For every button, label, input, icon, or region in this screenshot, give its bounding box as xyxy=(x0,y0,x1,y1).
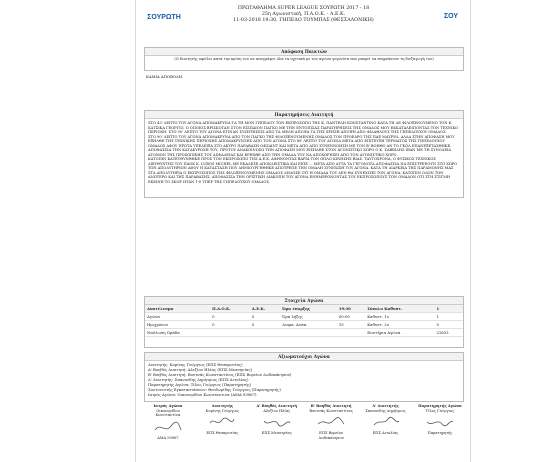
official-line: Συντονιστής Εγκαταστάσεων: Θεοδωρίδης Γεώργιος (Παρατηρητής) xyxy=(148,387,281,392)
date-venue-line: 11-03-2018 19:30, ΓΗΠΕΔΟ ΤΟΥΜΠΑΣ (ΘΕΣΣΑΛΟΝΙΚΗ) xyxy=(233,18,374,23)
table-cell: Σύνολο Καθυστ. xyxy=(365,305,434,313)
signature-scribble-icon xyxy=(153,420,183,434)
report-paragraph: ΣΤΟ 43' ΛΕΠΤΟ ΤΟΥ ΑΓΩΝΑ ΑΠΟΜΑΚΡΥΝΑ ΤΑ ΤΗ ΜΟΝ ΓΗΠΕΔΟΥ ΤΟΝ ΕΚΠΡΟΣΩΠΟ ΤΗΣ Κ. ΠΑΝΤΕΛΗ ΚΩΝΣΤΑΝΤΙΝΟ ΚΑΤΑ ΤΗ ΔΕ ΦΙΛΟΞΕΝΟΥΜΕΝΟ ΤΟΝ Κ. ΚΑΤΣΙΚΑ ΓΕΩΡΓΙΟ, Ο ΟΠΟΙΟΣ ΒΡΙΣΚΟΤΑΝ ΣΤΟΝ ΕΙΣΠΑΙΟΝ ΠΑΓΚΟ ΜΕ ΤΗΝ ΕΝΤΟΠΙΣΑΣ ΠΑΡΑΤΗΡΗΣΕΙΣ ΤΗΣ ΟΜΑΔΟΣ ΜΟΥ ΕΚΚΑΤΑΛΕΙΠΟΝΤΑΣ ΤΟΝ ΤΕΧΝΙΚΟ ΠΕΡΙΟΧΗ. ΣΤΟ 90' ΛΕΠΤΟ ΤΟΥ ΑΓΩΝΑ ΕΓΙΝΑΝ ΣΥΖΗΤΗΣΕΙΣ ΑΠΟ ΤΑ ΜΕΛΗ ΑΠΟΨΑ ΤΑ ΤΗΣ ΧΡΗΣΗ ΑΠΟΨΗ ΑΠΟ ΦΙΛΑΘΛΟΥΣ ΤΗΣ ΓΗΠΕΔΟΥΧΟΥ ΟΜΑΔΟΣ. xyxy=(148,121,459,134)
league-logo-right xyxy=(436,9,466,23)
table-cell: Ημιχρόνου xyxy=(145,321,210,329)
table-cell: 00:00 xyxy=(337,313,365,321)
table-cell: Αποτέλεσμα xyxy=(145,305,210,313)
table-row xyxy=(145,329,463,337)
signature-name: Σπανουδης Δημήτριος xyxy=(365,408,406,413)
signature-scribble-icon xyxy=(262,415,292,429)
table-cell: Καθυστ. 1o xyxy=(365,313,434,321)
table-cell: 0 xyxy=(210,321,250,329)
signature-role: Παρατηρητής Αγώνα xyxy=(418,404,462,408)
table-cell xyxy=(210,329,250,337)
signature-role: Δ' Διαιτητής xyxy=(372,404,399,408)
signature-sub: ΕΠΣ Βορείου Δωδεκάνησου xyxy=(318,431,344,440)
official-line: Παρατηρητής Αγώνα: Τίλος Γεώργιος (Παρατηρητής) xyxy=(148,382,252,387)
signature-block xyxy=(200,404,244,440)
signature-block xyxy=(146,404,190,440)
signature-block xyxy=(309,404,353,440)
remarks-instructions: (Ο διαιτητής οφείλει κατά την κρίση του να αναγράψει όλα τα σχετικά με τον αγώνα γεγονότα που μπορεί να επηρεάσουν τη διεξαγωγή του) xyxy=(174,57,434,61)
referee-report-box xyxy=(144,110,464,198)
table-cell: Ώρα έναρξης xyxy=(280,305,337,313)
table-cell: Ώρα λήξης xyxy=(280,313,337,321)
signature-name: Οικονομίδου Κωνσταντίνα xyxy=(155,408,181,417)
table-cell: Καθυστ. 2o xyxy=(365,321,434,329)
signatures-row xyxy=(146,404,462,440)
table-row xyxy=(145,313,463,321)
report-body xyxy=(145,119,463,186)
match-data-box xyxy=(144,296,464,348)
table-cell: Εισιτήρια Αγώνα xyxy=(365,329,434,337)
competition-title: ΠΡΩΤΑΘΛΗΜΑ SUPER LEAGUE ΣΟΥΡΩΤΗ 2017 - 18 xyxy=(237,6,370,11)
report-title: Παρατηρήσεις Διαιτητή xyxy=(145,111,463,119)
signature-name: Τίλος Γεώργιος xyxy=(425,408,455,413)
report-paragraph: ΚΑΤΟΠΙΝ ΚΑΤΕΥΘΥΝΘΗΚΕ ΠΡΟΣ ΤΟΝ ΕΚΠΡΟΣΩΠΟ ΤΗΣ Α.Ε.Κ. ΑΦΗΝΟΝΤΑΣ ΒΑΡΙΑ ΤΟΝ ΟΠΛΟ ΚΙΝΗΣΗΣ ΒΙΑΣ. ΤΑΥΤΟΧΡΟΝΑ, Ο ΦΥΣΙΚΟΣ ΤΕΧΝΙΚΟΣ ΔΙΕΥΘΥΝΤΗΣ ΤΟΥ ΠΑΟΚ Κ. LUBOS MICHEL ΜΕ ΕΚΑΛΕΣΕ ΑΠΟΚΛΕΙΣΤΙΚΑ ΚΑΙ ΕΙΠΕ ... ΜΕΤΑ ΑΠΟ ΑΥΤΑ ΤΑ ΓΕΓΟΝΟΤΑ ΑΠΟΦΑΣΙΣΑ ΝΑ ΕΠΙΣΤΡΕΨΟΥΝ ΣΤΟ ΧΩΡΟ ΤΩΝ ΑΠΟΔΥΤΗΡΙΩΝ ΑΦΟΥ Η ΚΑΤΑΣΤΑΣΗ ΠΟΥ ΔΗΜΙΟΥΡΓΗΘΗΚΕ ΑΠΟΤΡΕΠΕ ΤΗΝ ΟΜΑΛΗ ΣΥΝΕΧΙΣΗ ΤΟΥ ΑΓΩΝΑ. ΚΑΤΑ ΤΗ ΔΙΑΡΚΕΙΑ ΤΗΣ ΠΑΡΑΜΟΝΗΣ ΜΑΣ ΣΤΑ ΑΠΟΔΥΤΗΡΙΑ Ο ΕΚΠΡΟΣΩΠΟΣ ΤΗΣ ΦΙΛΟΞΕΝΟΥΜΕΝΗΣ ΟΜΑΔΟΣ ΔΗΛΩΣΕ ΟΤΙ Η ΟΜΑΔΑ ΤΟΥ ΔΕΝ ΘΑ ΣΥΝΕΧΙΣΕΙ ΤΟΝ ΑΓΩΝΑ. ΚΑΤΟΠΙΝ ΟΛΩΝ ΤΩΝ ΑΝΩΤΕΡΩ ΚΑΙ ΤΗΣ ΠΑΡΑΒΑΣΗΣ, ΑΠΟΦΑΣΙΣΑ ΤΗΝ ΟΡΙΣΤΙΚΗ ΔΙΑΚΟΠΗ ΤΟΥ ΑΓΩΝΑ ΕΝΗΜΕΡΩΝΟΝΤΑΣ ΤΟΥ ΕΚΠΡΟΣΩΠΟΥΣ ΤΩΝ ΟΜΑΔΩΝ ΟΤΙ ΣΤΗ ΣΤΙΓΜΗ ΕΚΕΙΝΗ ΤΟ ΣΚΟΡ ΗΤΑΝ 1-0 ΥΠΕΡ ΤΗΣ ΓΗΠΕΔΟΥΧΟΥ ΟΜΑΔΟΣ. xyxy=(148,157,458,184)
signature-sub: ΑΜΑ 93967 xyxy=(157,435,179,440)
official-line: Διαιτητής: Κομίνης Γεώργιος (ΕΠΣ Θεσπρωτίας) xyxy=(148,362,243,367)
table-cell: 1 xyxy=(434,305,463,313)
official-line: Ιατρός Αγώνα: Οικονομίδου Κωνσταντινα (ΑΜΑ 93967) xyxy=(148,392,257,397)
signature-block xyxy=(255,404,299,440)
table-cell: Ναύλωση Ομάδα xyxy=(145,329,210,337)
document-header xyxy=(196,6,411,24)
signature-scribble-icon xyxy=(207,415,237,429)
table-cell: 15 xyxy=(337,321,365,329)
table-cell: Αγώνα xyxy=(145,313,210,321)
signature-sub: Παρατηρητής xyxy=(427,431,453,435)
remarks-value: ΚΑΜΙΑ ΑΠΟΒΟΛΗ. xyxy=(146,74,184,79)
league-logo-left xyxy=(144,10,184,24)
match-data-title: Στοιχεία Αγώνα xyxy=(145,297,463,305)
matchday-line: 25η Αγωνιστική, Π.Α.Ο.Κ. - Α.Ε.Κ. xyxy=(261,12,346,17)
signature-sub: ΕΠΣ Αιτολίας xyxy=(372,431,399,435)
officials-title: Αξιωματούχοι Αγώνα xyxy=(145,353,463,361)
signature-role: Α' Βοηθός Διαιτητή xyxy=(256,404,298,408)
table-row xyxy=(145,321,463,329)
table-cell: 1 xyxy=(434,313,463,321)
signature-role: Β' Βοηθός Διαιτητή xyxy=(310,404,352,408)
report-paragraph: ΣΤΟ 90' ΛΕΠΤΟ ΤΟΥ ΑΓΩΝΑ ΑΠΟΜΑΚΡΥΝΑ ΑΠΟ ΤΟΝ ΠΑΓΚΟ ΤΗΣ ΦΙΛΟΞΕΝΟΥΜΕΝΗΣ ΟΜΑΔΟΣ ΤΟΝ ΠΡΟΕΔΡΟ ΤΗΣ ΠΑΕ ΜΑΥΡΕΛ. ΑΛΛΑ ΣΤΗΝ ΑΠΟΦΑΣΗ ΜΟΥ ΕΞΗΛΘΕ ΤΗΣ ΤΕΧΝΙΚΗΣ ΠΕΡΙΟΧΗΣ ΑΠΟΜΑΚΡΥΝΣΗΣ ΑΠΟ ΤΟΝ ΑΓΩΝΑ ΣΤΟ 89' ΛΕΠΤΟ ΤΟΥ ΑΓΩΝΑ ΜΕΤΑ ΑΠΟ ΕΠΙΤΕΥΞΗ ΤΕΡΜΑΤΟΣ ΤΗΣ ΓΗΠΕΔΟΥΧΟΥ ΟΜΑΔΟΣ ΑΦΟΥ ΠΡΩΤΑ ΥΠΕΔΕΙΞΑ ΣΤΟ ΑΚΥΡΟ ΠΑΡΑΒΑΣΗ ΟΦΣΑΙΝΤ ΚΑΙ ΜΕΤΑ ΑΠΟ ΑΠΟ ΣΥΝΕΝΝΟΗΣΗ ΜΕ ΤΟΝ Β' ΒΟΗΘΟ ΑΝ ΤΟ ΓΚΟΛ ΕΠΑΝΕΞΕΤΑΣΘΗΚΕ. ΑΠΟΦΑΣΙΣΑ ΤΗΝ ΚΑΤΑΚΥΡΩΣΗ ΤΟΥ, ΠΡΟΤΟΥ ΑΝΑΚΟΙΝΩΣΩ ΤΗΝ ΑΠΟΦΑΣΗ ΜΟΥ ΕΙΣΗΛΘΕ ΣΤΟΝ ΑΓΩΝΙΣΤΙΚΟ ΧΩΡΟ Ο Κ. ΣΑΒΒΙΔΗΣ ΙΒΑΝ ΜΕ ΤΗ ΣΥΝΟΔΕΙΑ ΑΤΟΜΩΝ ΤΗΣ ΠΡΟΣΩΠΙΚΗΣ ΤΟΥ ΑΣΦΑΛΕΙΑΣ ΚΑΙ ΕΡΗΧΘΕ ΑΠΟ ΤΗΝ ΟΜΑΔΑ ΤΟΥ ΝΑ ΑΠΟΧΩΡΗΣΕΙ ΑΠΟ ΤΟΝ ΑΓΩΝΙΣΤΙΚΟ ΧΩΡΟ. xyxy=(148,134,455,157)
signature-name: Κομίνης Γεώργιος xyxy=(205,408,239,413)
official-line: Β' Βοηθός Διαιτητή: Βουτσάς Κωνσταντίνος (ΕΠΣ Βορείου Δωδεκάνησου) xyxy=(148,372,292,377)
signature-name: Βουτσάς Κωνσταντίνος xyxy=(309,408,353,413)
table-cell: Α.Ε.Κ. xyxy=(250,305,280,313)
official-line: Δ' Διαιτητής: Σπανουδης Δημήτριος (ΕΠΣ Αιτολίας) xyxy=(148,377,249,382)
table-cell: Διαρκ. Αναπ. xyxy=(280,321,337,329)
signature-scribble-icon xyxy=(316,415,346,429)
signature-block xyxy=(418,404,462,440)
signature-scribble-icon xyxy=(371,415,401,429)
official-line: Α' Βοηθός Διαιτητή: Αλεξίου Ηλίας (ΕΠΣ Μεσσηνίας) xyxy=(148,367,253,372)
logo-text: ΣΟΥΡΩΤΗ xyxy=(147,13,181,21)
signature-block xyxy=(364,404,408,440)
table-cell: 0 xyxy=(210,313,250,321)
signature-name: Αλεξίου Ηλίας xyxy=(263,408,291,413)
table-cell xyxy=(280,329,337,337)
signature-sub: ΕΠΣ Μεσσηνίας xyxy=(261,431,292,435)
table-cell: 0 xyxy=(434,321,463,329)
officials-list xyxy=(145,361,463,398)
officials-box xyxy=(144,352,464,402)
match-data-table xyxy=(145,305,463,337)
table-cell: 21633 xyxy=(434,329,463,337)
table-cell: 0 xyxy=(250,321,280,329)
signature-sub: ΕΠΣ Θεσπρωτίας xyxy=(206,431,239,435)
logo-text: ΣΟΥ xyxy=(443,12,459,20)
table-cell: Π.Α.Ο.Κ. xyxy=(210,305,250,313)
signature-role: Διαιτητής xyxy=(211,404,234,408)
signature-role: Ιατρός Αγώνα xyxy=(153,404,183,408)
table-row xyxy=(145,305,463,313)
table-cell xyxy=(250,329,280,337)
table-cell xyxy=(337,329,365,337)
document-page xyxy=(135,0,471,462)
table-cell: 0 xyxy=(250,313,280,321)
signature-scribble-icon xyxy=(425,415,455,429)
table-cell: 19:30 xyxy=(337,305,365,313)
remarks-title: Απόφαση Παικτών xyxy=(145,48,463,56)
remarks-box xyxy=(144,47,464,71)
